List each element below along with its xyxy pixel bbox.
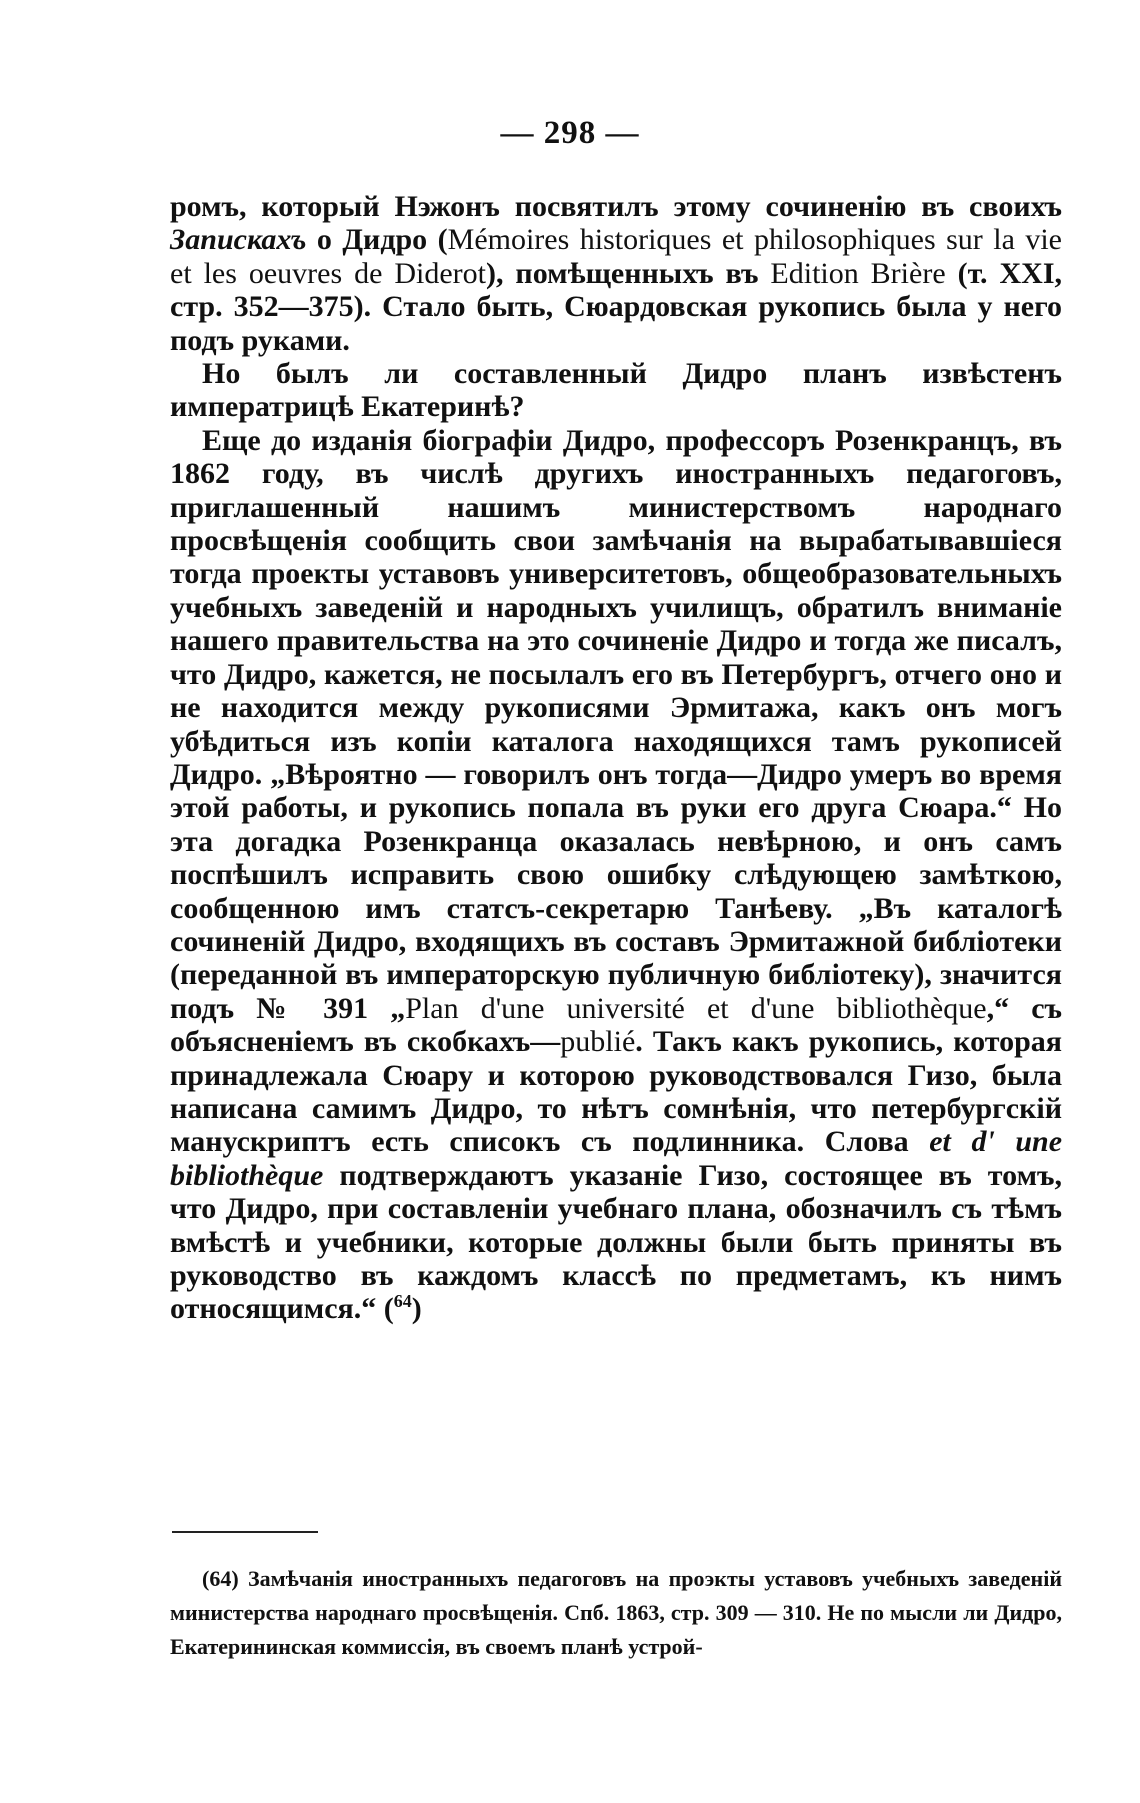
footnote-divider (172, 1531, 318, 1533)
footnote (170, 1562, 1062, 1664)
main-text (170, 190, 1062, 1326)
paragraph-3-french-title: Plan d'une université et d'une bibliothèque (405, 991, 987, 1025)
paragraph-3-part-b: ,“ съ объясненіемъ въ скобкахъ— (170, 991, 1062, 1059)
paragraph-2: Но былъ ли составленный Дидро планъ извѣстенъ императрицѣ Екатеринѣ? (170, 357, 1062, 424)
footnote-marker: (64) (202, 1566, 239, 1591)
paragraph-3-part-d: подтверждаютъ указаніе Гизо, состоящее въ томъ, что Дидро, при составленіи учебнаго плана, обозначилъ съ тѣмъ вмѣстѣ и учебники, которые должны были быть приняты въ руководство въ каждомъ классѣ по предметамъ, къ нимъ относящимся.“ ( (170, 1158, 1062, 1326)
paragraph-1-italic-title: Запискахъ (170, 223, 307, 257)
paragraph-1-part-a: ромъ, который Нэжонъ посвятилъ этому сочиненію въ своихъ (170, 190, 1062, 223)
paragraph-1-french-title: Mémoires historiques et philosophiques sur la vie et les oeuvres de Diderot (170, 223, 1062, 290)
paragraph-1-edition-name: Edition Brière (770, 256, 946, 290)
paragraph-3 (170, 424, 1062, 1326)
paragraph-3-part-e: ) (411, 1292, 422, 1326)
footnote-text: Замѣчанія иностранныхъ педагоговъ на проэкты уставовъ учебныхъ заведеній министерства народнаго просвѣщенія. Спб. 1863, стр. 309 — 310. Не по мысли ли Дидро, Екатерининская коммиссія, въ своемъ планѣ устрой- (170, 1566, 1062, 1659)
paragraph-1-part-b: о Дидро ( (306, 223, 448, 257)
paragraph-1-part-c: ), помѣщенныхъ въ (486, 256, 771, 290)
paragraph-3-italic-words: et d' une bibliothèque (170, 1125, 1063, 1192)
footnote-reference[interactable]: 64 (393, 1291, 412, 1312)
paragraph-1 (170, 190, 1062, 357)
paragraph-3-part-c: . Такъ какъ рукопись, которая принадлежала Сюару и которою руководствовался Гизо, была написана самимъ Дидро, то нѣтъ сомнѣнія, что петербургскій манускриптъ есть списокъ съ подлинника. Слова (170, 1025, 1063, 1159)
paragraph-1-part-d: (т. XXI, стр. 352—375). Стало быть, Сюардовская рукопись была у него подъ руками. (170, 256, 1062, 357)
paragraph-3-french-word: publié (560, 1025, 636, 1059)
paragraph-3-part-a: Еще до изданія біографіи Дидро, профессоръ Розенкранцъ, въ 1862 году, въ числѣ другихъ иностранныхъ педагоговъ, приглашенный нашимъ министерствомъ народнаго просвѣщенія сообщить свои замѣчанія на вырабатывавшіеся тогда проекты уставовъ университетовъ, общеобразовательныхъ учебныхъ заведеній и народныхъ училищъ, обратилъ вниманіе нашего правительства на это сочиненіе Дидро и тогда же писалъ, что Дидро, кажется, не посылалъ его въ Петербургъ, отчего оно и не находится между рукописями Эрмитажа, какъ онъ могъ убѣдиться изъ копіи каталога находящихся тамъ рукописей Дидро. „Вѣроятно — говорилъ онъ тогда—Дидро умеръ во время этой работы, и рукопись попала въ руки его друга Сюара.“ Но эта догадка Розенкранца оказалась невѣрною, и онъ самъ поспѣшилъ исправить свою ошибку слѣдующею замѣткою, сообщенною имъ статсъ-секретарю Танѣеву. „Въ каталогѣ сочиненій Дидро, входящихъ въ составъ Эрмитажной библіотеки (переданной въ императорскую публичную библіотеку), значится подъ № 391 „ (170, 423, 1062, 1025)
page-number: — 298 — (500, 115, 640, 151)
